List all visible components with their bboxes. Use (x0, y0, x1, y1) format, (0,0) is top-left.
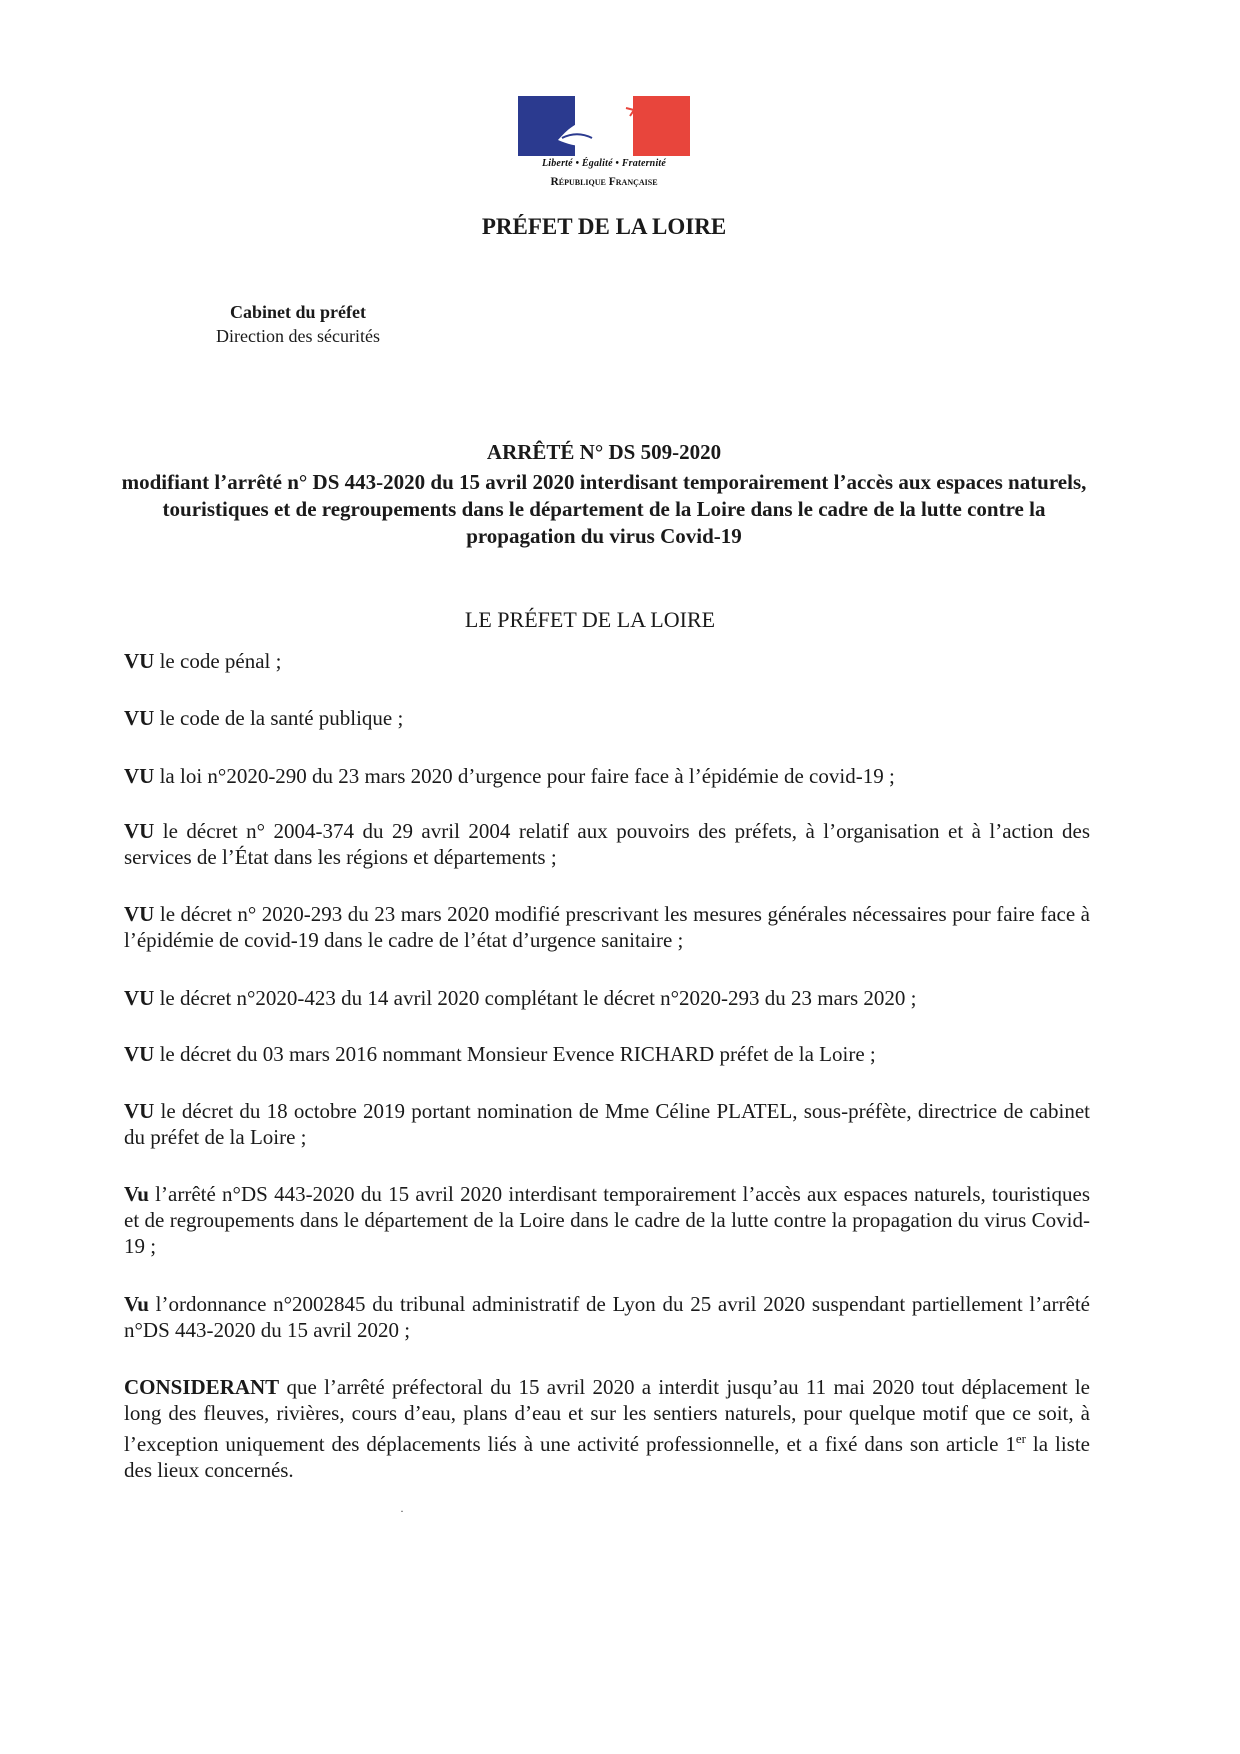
motto: Liberté • Égalité • Fraternité (541, 158, 667, 169)
considerant-text-end: la liste des lieux concernés. (124, 1432, 1090, 1482)
marianne-icon (518, 96, 690, 156)
visa-text: le décret n° 2004-374 du 29 avril 2004 relatif aux pouvoirs des préfets, à l’organisation et à l’action des services de l’État dans les régions et départements ; (124, 819, 1090, 869)
arrete-number: ARRÊTÉ N° DS 509-2020 (486, 440, 722, 464)
visa-text: l’arrêté n°DS 443-2020 du 15 avril 2020 interdisant temporairement l’accès aux espaces naturels, touristiques et de regroupements dans le département de la Loire dans le cadre de la lutte contre la propagation du virus Covid-19 ; (124, 1182, 1090, 1258)
considerant-paragraph (124, 1374, 1090, 1483)
direction-label: Direction des sécurités (216, 326, 380, 346)
visa-text: le code de la santé publique ; (154, 706, 404, 730)
visa-paragraph (124, 1041, 1090, 1067)
visa-paragraph (124, 1291, 1090, 1343)
visa-lead: Vu (124, 1292, 149, 1316)
visa-text: l’ordonnance n°2002845 du tribunal administratif de Lyon du 25 avril 2020 suspendant partiellement l’arrêté n°DS 443-2020 du 15 avril 2020 ; (124, 1292, 1090, 1342)
visa-text: le décret n° 2020-293 du 23 mars 2020 modifié prescrivant les mesures générales nécessaires pour faire face à l’épidémie de covid-19 dans le cadre de l’état d’urgence sanitaire ; (124, 902, 1090, 952)
visa-lead: VU (124, 1042, 155, 1066)
visa-text: le décret du 03 mars 2016 nommant Monsieur Evence RICHARD préfet de la Loire ; (154, 1042, 876, 1066)
visa-text: le décret du 18 octobre 2019 portant nomination de Mme Céline PLATEL, sous-préfète, directrice de cabinet du préfet de la Loire ; (124, 1099, 1090, 1149)
visa-paragraph (124, 818, 1090, 870)
visa-paragraph (124, 1181, 1090, 1259)
visa-paragraph (124, 648, 1090, 674)
visa-lead: VU (124, 649, 155, 673)
ordinal-suffix: er (1015, 1431, 1026, 1446)
visa-paragraph (124, 901, 1090, 953)
marianne-logo (518, 96, 690, 156)
visa-text: le décret n°2020-423 du 14 avril 2020 complétant le décret n°2020-293 du 23 mars 2020 ; (154, 986, 917, 1010)
visa-text: le code pénal ; (154, 649, 282, 673)
visa-paragraph (124, 985, 1090, 1011)
visa-lead: VU (124, 902, 155, 926)
cabinet-label: Cabinet du préfet (230, 302, 366, 322)
visa-lead: VU (124, 819, 155, 843)
visa-lead: VU (124, 1099, 155, 1123)
visa-lead: VU (124, 764, 155, 788)
prefet-title: PRÉFET DE LA LOIRE (481, 214, 727, 239)
le-prefet-heading: LE PRÉFET DE LA LOIRE (464, 607, 716, 632)
visa-paragraph (124, 705, 1090, 731)
arrete-subject: modifiant l’arrêté n° DS 443-2020 du 15 avril 2020 interdisant temporairement l’accès aux espaces naturels, touristiques et de regroupements dans le département de la Loire dans le cadre de la lutte contre la propagation du virus Covid-19 (121, 470, 1087, 548)
scan-speck: · (400, 1504, 404, 1518)
visa-lead: Vu (124, 1182, 149, 1206)
visa-lead: VU (124, 706, 155, 730)
issuing-service (198, 302, 398, 347)
visa-text: la loi n°2020-290 du 23 mars 2020 d’urgence pour faire face à l’épidémie de covid-19 ; (154, 764, 895, 788)
considerant-text: que l’arrêté préfectoral du 15 avril 2020 a interdit jusqu’au 11 mai 2020 tout déplacement le long des fleuves, rivières, cours d’eau, plans d’eau et sur les sentiers naturels, pour quelque motif que ce soit, à l’exception uniquement des déplacements liés à une activité professionnelle, et a fixé dans son article 1 (124, 1375, 1090, 1456)
visa-lead: VU (124, 986, 155, 1010)
considerant-lead: CONSIDERANT (124, 1375, 280, 1399)
republique-francaise: République Française (550, 176, 658, 188)
visa-paragraph (124, 763, 1090, 789)
visa-paragraph (124, 1098, 1090, 1150)
